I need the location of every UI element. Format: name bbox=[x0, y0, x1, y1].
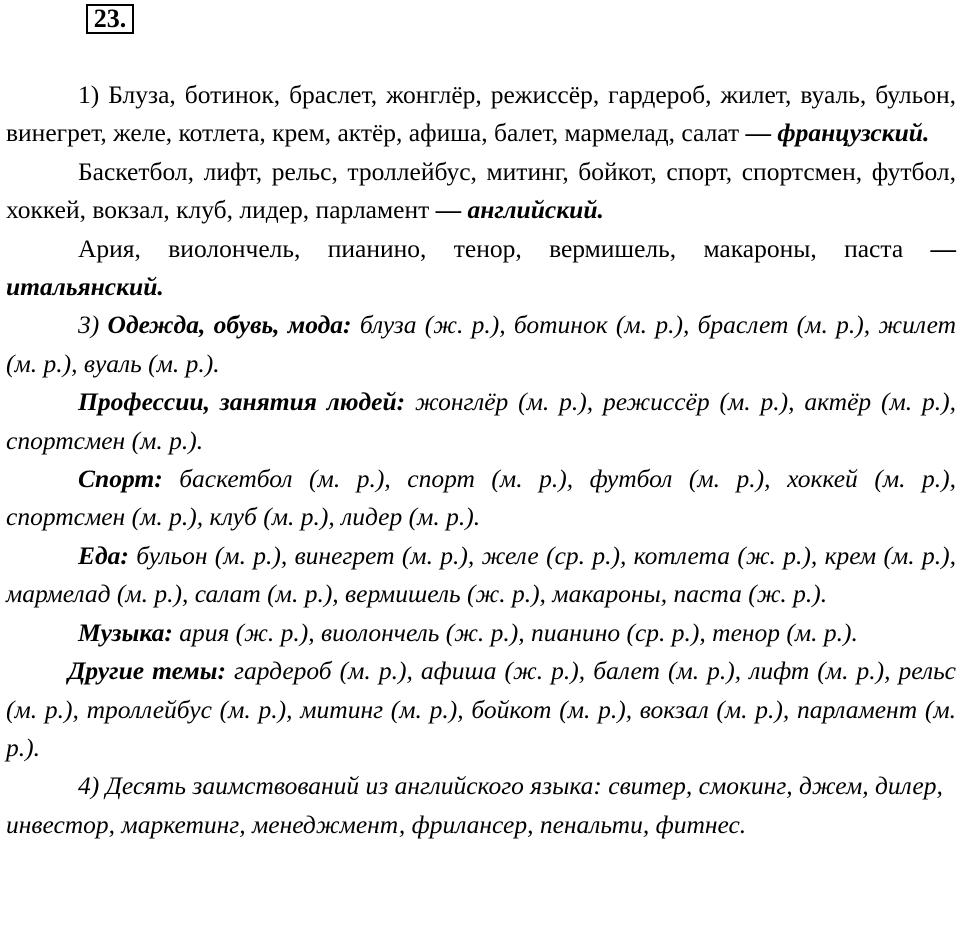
group-words: блуза (ж. р.), ботинок (м. р.), браслет (м. р.), жилет (м. р.), вуаль (м. р.). bbox=[6, 310, 956, 378]
paragraph-italian bbox=[6, 230, 956, 307]
french-words: 1) Блуза, ботинок, браслет, жонглёр, режиссёр, гардероб, жилет, вуаль, бульон, винегрет, желе, котлета, крем, актёр, афиша, балет, мармелад, салат bbox=[6, 80, 956, 148]
english-label: английский. bbox=[467, 195, 604, 225]
group-words: жонглёр (м. р.), режиссёр (м. р.), актёр (м. р.), спортсмен (м. р.). bbox=[6, 387, 956, 455]
group-label: Еда: bbox=[78, 540, 129, 570]
part4-text: 4) Десять заимствований из английского языка: свитер, смокинг, джем, дилер, инвестор, маркетинг, менеджмент, фрилансер, пенальти, фитнес. bbox=[6, 771, 943, 839]
group-label: Спорт: bbox=[78, 464, 163, 494]
english-dash: — bbox=[429, 195, 468, 225]
part3-prefix: 3) bbox=[78, 310, 108, 340]
group-label: Профессии, занятия людей: bbox=[78, 387, 406, 417]
task-number-box bbox=[86, 4, 134, 34]
paragraph-music bbox=[6, 614, 956, 652]
group-words: гардероб (м. р.), афиша (ж. р.), балет (м. р.), лифт (м. р.), рельс (м. р.), троллейбус (м. р.), митинг (м. р.), бойкот (м. р.), вокзал (м. р.), парламент (м. р.). bbox=[6, 656, 956, 762]
group-label: Другие темы: bbox=[68, 656, 226, 686]
english-words: Баскетбол, лифт, рельс, троллейбус, митинг, бойкот, спорт, спортсмен, футбол, хоккей, вокзал, клуб, лидер, парламент bbox=[6, 156, 956, 225]
italian-label: итальянский. bbox=[6, 272, 164, 302]
italian-dash: — bbox=[903, 233, 956, 263]
task-number: 23. bbox=[93, 4, 127, 33]
italian-words: Ария, виолончель, пианино, тенор, вермишель, макароны, паста bbox=[78, 233, 904, 263]
group-label: Музыка: bbox=[78, 617, 173, 647]
paragraph-food bbox=[6, 537, 956, 614]
paragraph-other bbox=[6, 652, 956, 767]
group-words: бульон (м. р.), винегрет (м. р.), желе (ср. р.), котлета (ж. р.), крем (м. р.), мармелад (м. р.), салат (м. р.), вермишель (ж. р.), макароны, паста (ж. р.). bbox=[6, 540, 956, 609]
group-words: ария (ж. р.), виолончель (ж. р.), пианино (ср. р.), тенор (м. р.). bbox=[172, 617, 858, 647]
french-label: французский. bbox=[777, 118, 930, 148]
paragraph-part4 bbox=[6, 767, 956, 844]
paragraph-clothing bbox=[6, 306, 956, 383]
answer-text bbox=[6, 76, 956, 844]
paragraph-sport bbox=[6, 460, 956, 537]
paragraph-french bbox=[6, 76, 956, 153]
paragraph-english bbox=[6, 153, 956, 230]
group-words: баскетбол (м. р.), спорт (м. р.), футбол (м. р.), хоккей (м. р.), спортсмен (м. р.), клуб (м. р.), лидер (м. р.). bbox=[6, 464, 956, 532]
french-dash: — bbox=[739, 118, 778, 148]
group-label: Одежда, обувь, мода: bbox=[107, 310, 352, 340]
paragraph-professions bbox=[6, 383, 956, 460]
